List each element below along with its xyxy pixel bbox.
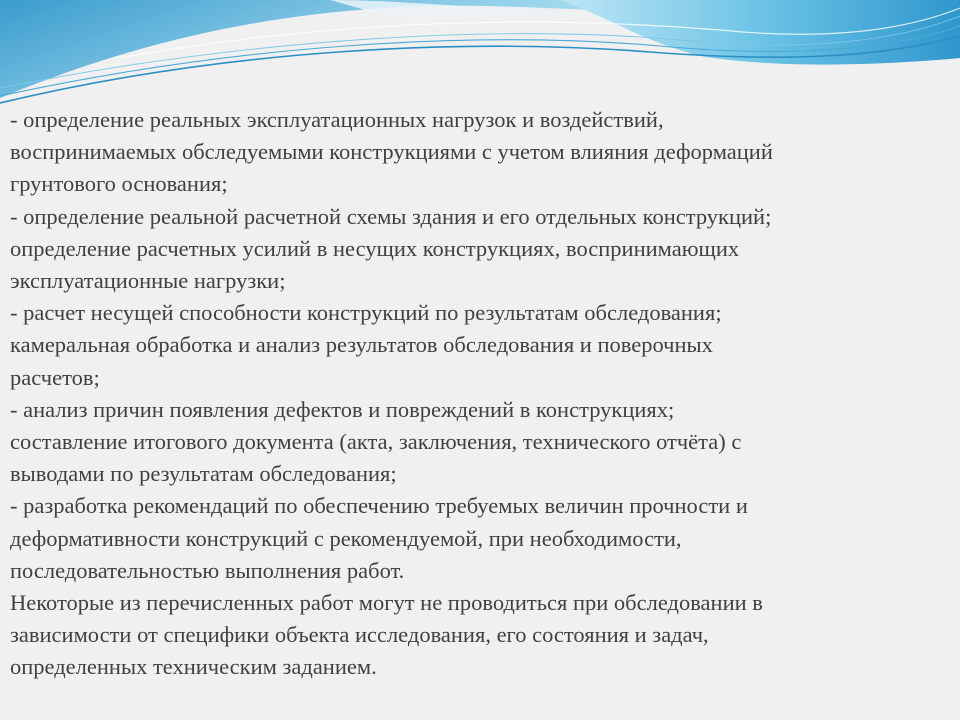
- text-line: - определение реальной расчетной схемы здания и его отдельных конструкций;: [10, 203, 772, 229]
- wave-right: [560, 0, 960, 65]
- text-line: деформативности конструкций с рекомендуемой, при необходимости,: [10, 525, 682, 551]
- text-line: - определение реальных эксплуатационных нагрузок и воздействий,: [10, 107, 664, 132]
- text-line: составление итогового документа (акта, заключения, технического отчёта) с: [10, 429, 742, 455]
- text-line: определение расчетных усилий в несущих конструкциях, воспринимающих: [10, 235, 740, 261]
- wave-header-decoration: [0, 0, 960, 110]
- text-line: - расчет несущей способности конструкций по результатам обследования;: [10, 300, 722, 326]
- body-text: [10, 104, 940, 684]
- text-line: выводами по результатам обследования;: [10, 461, 397, 487]
- text-line: - разработка рекомендаций по обеспечению требуемых величин прочности и: [10, 493, 748, 519]
- text-line: определенных техническим заданием.: [10, 654, 377, 680]
- text-line: камеральная обработка и анализ результатов обследования и поверочных: [10, 332, 713, 358]
- text-line: зависимости от специфики объекта исследования, его состояния и задач,: [10, 622, 709, 648]
- text-line: - анализ причин появления дефектов и повреждений в конструкциях;: [10, 396, 675, 422]
- text-line: воспринимаемых обследуемыми конструкциями с учетом влияния деформаций: [10, 139, 773, 165]
- text-line: последовательностью выполнения работ.: [10, 557, 405, 583]
- text-line: эксплуатационные нагрузки;: [10, 268, 286, 294]
- text-line: Некоторые из перечисленных работ могут не проводиться при обследовании в: [10, 590, 763, 616]
- text-line: грунтового основания;: [10, 171, 228, 197]
- text-line: расчетов;: [10, 364, 100, 390]
